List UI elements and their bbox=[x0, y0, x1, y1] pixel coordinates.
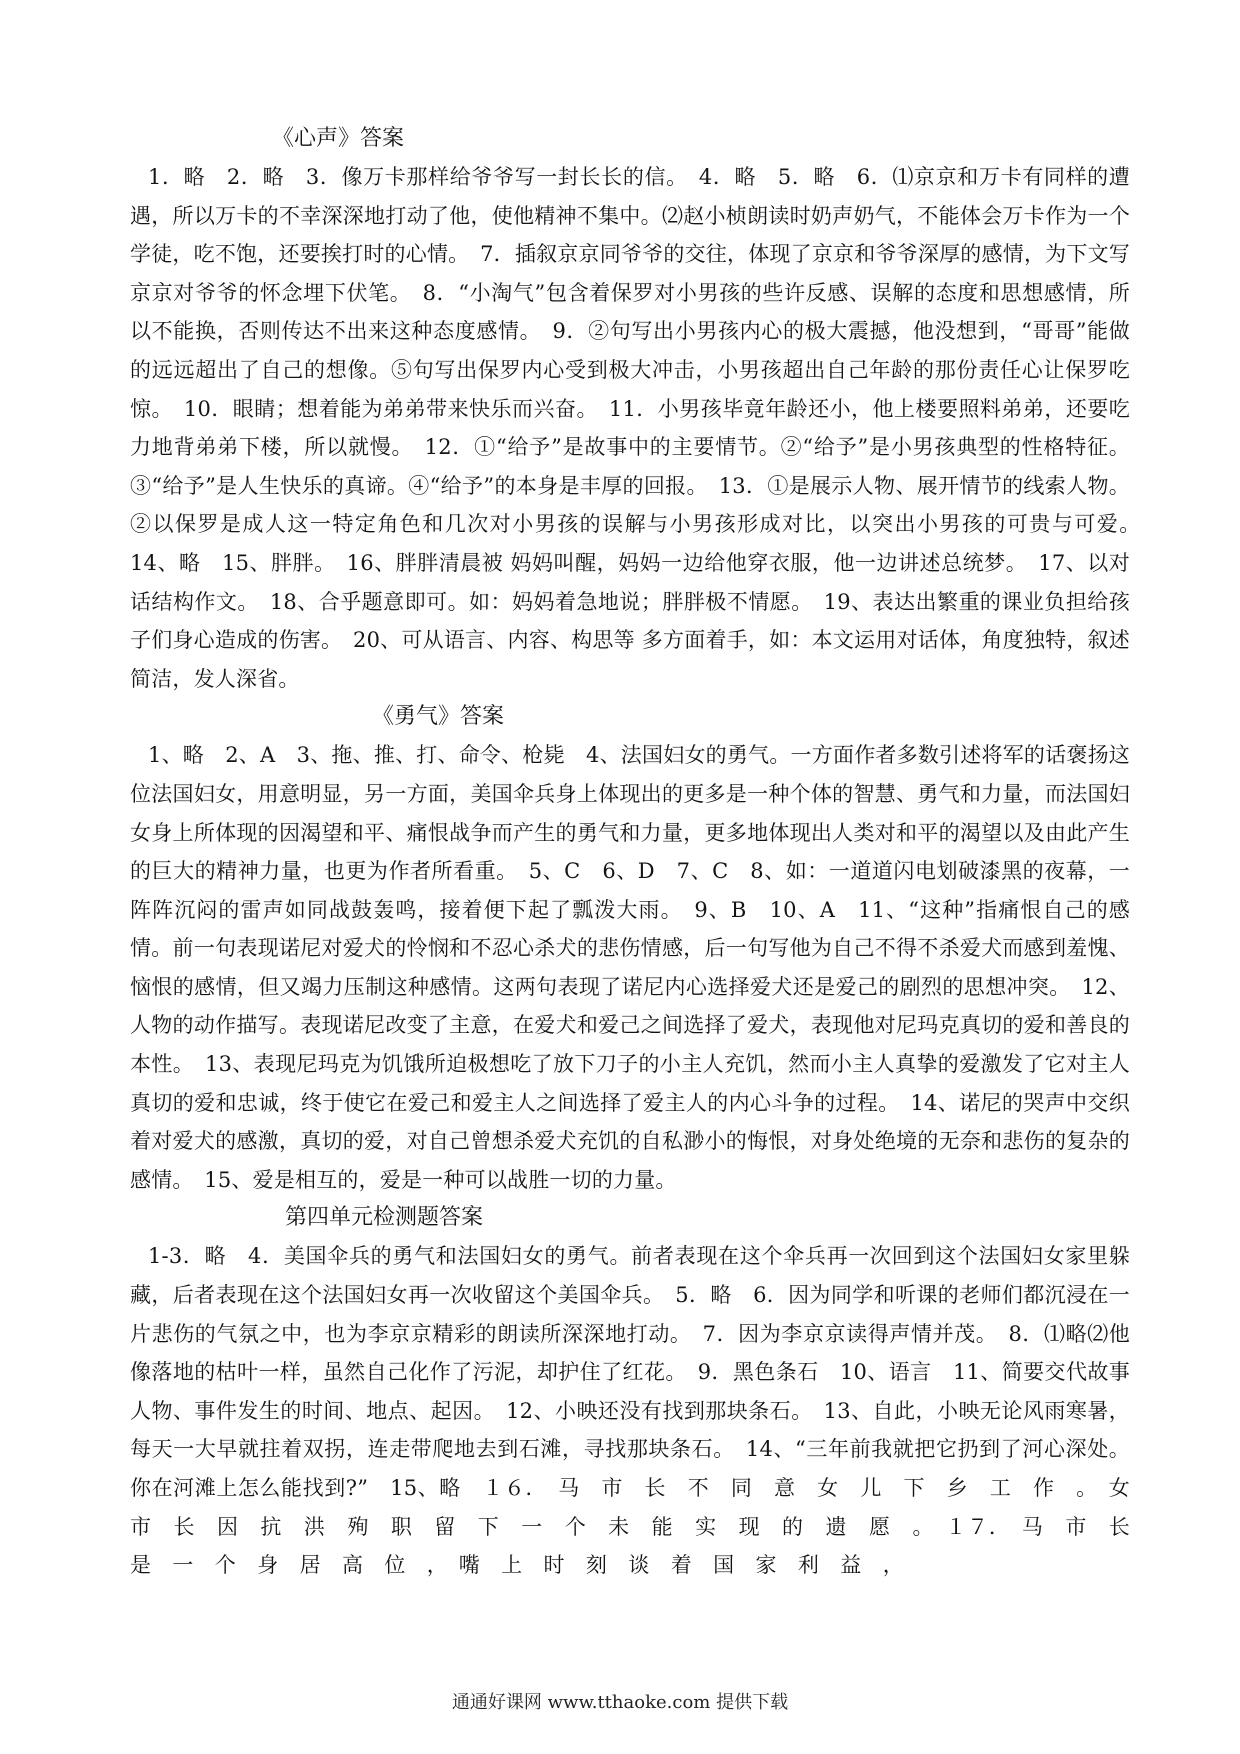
section-body: 1、略 2、A 3、拖、推、打、命令、枪毙 4、法国妇女的勇气。一方面作者多数引述将军的话褒扬这位法国妇女，用意明显，另一方面，美国伞兵身上体现出的更多是一种个体的智慧、勇气和力量，而法国妇女身上所体现的因渴望和平、痛恨战争而产生的勇气和力量，更多地体现出人类对和平的渴望以及由此产生的巨大的精神力量，也更为作者所看重。 5、C 6、D 7、C 8、如：一道道闪电划破漆黑的夜幕，一阵阵沉闷的雷声如同战鼓轰鸣，接着便下起了瓢泼大雨。 9、B 10、A 11、“这种”指痛恨自己的感情。前一句表现诺尼对爱犬的怜悯和不忍心杀犬的悲伤情感，后一句写他为自己不得不杀爱犬而感到羞愧、恼恨的感情，但又竭力压制这种感情。这两句表现了诺尼内心选择爱犬还是爱己的剧烈的思想冲突。 12、人物的动作描写。表现诺尼改变了主意，在爱犬和爱己之间选择了爱犬，表现他对尼玛克真切的爱和善良的本性。 13、表现尼玛克为饥饿所迫极想吃了放下刀子的小主人充饥，然而小主人真挚的爱激发了它对主人真切的爱和忠诚，终于使它在爱己和爱主人之间选择了爱主人的内心斗争的过程。 14、诺尼的哭声中交织着对爱犬的感激，真切的爱，对自己曾想杀爱犬充饥的自私渺小的悔恨，对身处绝境的无奈和悲伤的复杂的感情。 15、爱是相互的，爱是一种可以战胜一切的力量。 bbox=[130, 743, 1130, 1192]
section-yongqi bbox=[130, 698, 1130, 1199]
section-title: 第四单元检测题答案 bbox=[285, 1205, 484, 1231]
section-body: 1．略 2．略 3．像万卡那样给爷爷写一封长长的信。 4．略 5．略 6．⑴京京和万卡有同样的遭遇，所以万卡的不幸深深地打动了他，使他精神不集中。⑵赵小桢朗读时奶声奶气，不能体会万卡作为一个学徒，吃不饱，还要挨打时的心情。 7．插叙京京同爷爷的交往，体现了京京和爷爷深厚的感情，为下文写京京对爷爷的怀念埋下伏笔。 8．“小淘气”包含着保罗对小男孩的些许反感、误解的态度和思想感情，所以不能换，否则传达不出来这种态度感情。 9．②句写出小男孩内心的极大震撼，他没想到，“哥哥”能做的远远超出了自己的想像。⑤句写出保罗内心受到极大冲击，小男孩超出自己年龄的那份责任心让保罗吃惊。 10．眼睛；想着能为弟弟带来快乐而兴奋。 11．小男孩毕竟年龄还小，他上楼要照料弟弟，还要吃力地背弟弟下楼，所以就慢。 12．①“给予”是故事中的主要情节。②“给予”是小男孩典型的性格特征。③“给予”是人生快乐的真谛。④“给予”的本身是丰厚的回报。 13．①是展示人物、展开情节的线索人物。②以保罗是成人这一特定角色和几次对小男孩的误解与小男孩形成对比，以突出小男孩的可贵与可爱。 14、略 15、胖胖。 16、胖胖清晨被 妈妈叫醒，妈妈一边给他穿衣服，他一边讲述总统梦。 17、以对话结构作文。 18、合乎题意即可。如：妈妈着急地说；胖胖极不情愿。 19、表达出繁重的课业负担给孩子们身心造成的伤害。 20、可从语言、内容、构思等 多方面着手，如：本文运用对话体，角度独特，叙述简洁，发人深省。 bbox=[130, 165, 1152, 691]
section-body: 1-3．略 4．美国伞兵的勇气和法国妇女的勇气。前者表现在这个伞兵再一次回到这个法国妇女家里躲藏，后者表现在这个法国妇女再一次收留这个美国伞兵。 5．略 6．因为同学和听课的老师们都沉浸在一片悲伤的气氛之中，也为李京京精彩的朗读所深深地打动。 7．因为李京京读得声情并茂。 8．⑴略⑵他像落地的枯叶一样，虽然自己化作了污泥，却护住了红花。 9．黑色条石 10、语言 11、简要交代故事人物、事件发生的时间、地点、起因。 12、小映还没有找到那块条石。 13、自此，小映无论风雨寒暑，每天一大早就拄着双拐，连走带爬地去到石滩，寻找那块条石。 14、“三年前我就把它扔到了河心深处。你在河滩上怎么能找到?” 15、略 １６． 马 市 长 不 同 意 女 儿 下 乡 工 作 。 女 市 长 因 抗 洪 殉 职 留 下 一 个 未 能 实 现 的 遗 愿 。 １７． 马 市 长 是 一 个 身 居 高 位 ， 嘴 上 时 刻 谈 着 国 家 利 益 ， bbox=[130, 1244, 1152, 1578]
answer-document bbox=[130, 120, 1152, 1585]
footer-source: 通通好课网 www.tthaoke.com 提供下载 bbox=[451, 1692, 789, 1713]
section-unit4-test bbox=[130, 1199, 1152, 1584]
section-title: 《心声》答案 bbox=[272, 126, 405, 151]
section-title: 《勇气》答案 bbox=[372, 704, 505, 730]
section-xinsheng bbox=[130, 120, 1152, 698]
